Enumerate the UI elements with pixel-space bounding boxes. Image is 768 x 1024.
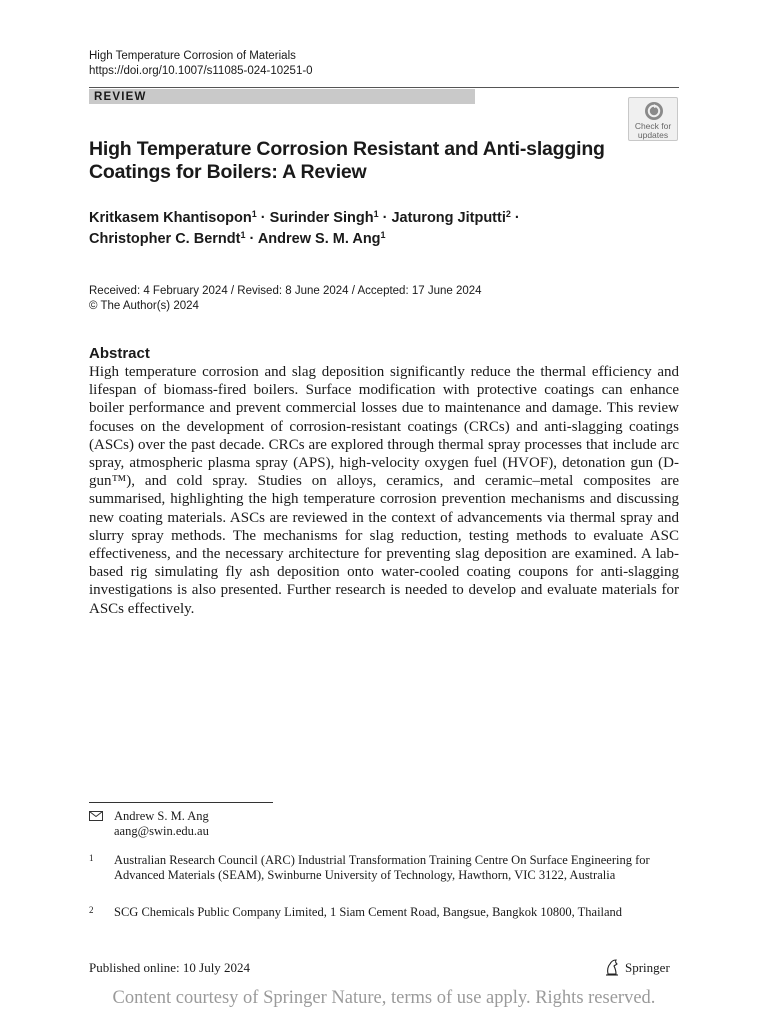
author-name[interactable]: Christopher C. Berndt — [89, 231, 241, 247]
abstract-heading: Abstract — [89, 345, 150, 362]
journal-header — [89, 49, 313, 79]
author-name[interactable]: Jaturong Jitputti — [391, 210, 506, 226]
author-name[interactable]: Kritkasem Khantisopon — [89, 210, 252, 226]
affiliation-2: SCG Chemicals Public Company Limited, 1 Siam Cement Road, Bangsue, Bangkok 10800, Thailand — [114, 905, 623, 919]
article-type-label: REVIEW — [94, 91, 147, 103]
check-for-updates-badge[interactable] — [628, 97, 678, 141]
check-updates-icon — [644, 101, 664, 121]
author-affiliation-mark: 1 — [373, 209, 379, 219]
author-list — [89, 208, 649, 250]
copyright: © The Author(s) 2024 — [89, 300, 199, 312]
author-separator: · — [378, 210, 392, 226]
publisher-name: Springer — [625, 960, 670, 975]
header-rule — [89, 87, 679, 88]
article-dates — [89, 284, 482, 314]
author-affiliation-mark: 1 — [380, 230, 386, 240]
author-name[interactable]: Surinder Singh — [269, 210, 374, 226]
corresponding-email[interactable]: aang@swin.edu.au — [114, 824, 209, 838]
history-dates: Received: 4 February 2024 / Revised: 8 June 2024 / Accepted: 17 June 2024 — [89, 285, 482, 297]
affiliation-number: 1 — [89, 853, 94, 863]
author-separator: · — [256, 210, 270, 226]
doi-link[interactable]: https://doi.org/10.1007/s11085-024-10251-0 — [89, 65, 313, 77]
envelope-icon — [89, 811, 103, 821]
author-affiliation-mark: 2 — [505, 209, 511, 219]
author-name[interactable]: Andrew S. M. Ang — [257, 231, 381, 247]
corresponding-author — [114, 809, 209, 839]
check-updates-text: Check for updates — [634, 121, 672, 140]
article-title: High Temperature Corrosion Resistant and Anti-slagging Coatings for Boilers: A Review — [89, 138, 605, 183]
author-separator: · — [510, 210, 520, 226]
journal-name: High Temperature Corrosion of Materials — [89, 50, 296, 62]
published-online: Published online: 10 July 2024 — [89, 960, 251, 975]
footnote-rule — [89, 802, 273, 803]
abstract-text: High temperature corrosion and slag deposition significantly reduce the thermal efficiency and lifespan of biomass-fired boilers. Surface modification with protective coatings can enhance boiler performance and prevent commercial losses due to maintenance and damage. This review focuses on the development of corrosion-resistant coatings (CRCs) and anti-slagging coatings (ASCs) over the past decade. CRCs are explored through thermal spray processes that include arc spray, atmospheric plasma spray (APS), high-velocity oxygen fuel (HVOF), detonation gun (D-gun™), and cold spray. Studies on alloys, ceramics, and ceramic–metal composites are summarised, highlighting the high temperature corrosion prevention mechanisms and discussing new coating materials. ASCs are reviewed in the context of advancements via thermal spray and slurry spray methods. The mechanisms for slag reduction, testing methods to evaluate ASC effectiveness, and the necessary architecture for preventing slag deposition are examined. A lab-based rig simulating fly ash deposition onto water-cooled coating coupons for anti-slagging investigations is also presented. Further research is needed to develop and evaluate materials for ASCs effectively. — [89, 364, 679, 617]
author-separator: · — [245, 231, 258, 247]
courtesy-notice: Content courtesy of Springer Nature, terms of use apply. Rights reserved. — [112, 988, 656, 1008]
author-affiliation-mark: 1 — [251, 209, 257, 219]
corresponding-name: Andrew S. M. Ang — [114, 809, 209, 823]
springer-horse-icon — [604, 958, 620, 976]
affiliation-1: Australian Research Council (ARC) Industrial Transformation Training Centre On Surface Engineering for Advanced Materials (SEAM), Swinburne University of Technology, Hawthorn, VIC 3122, Australia — [114, 853, 650, 882]
article-type-band — [89, 89, 475, 104]
affiliation-number: 2 — [89, 905, 94, 915]
author-affiliation-mark: 1 — [240, 230, 246, 240]
